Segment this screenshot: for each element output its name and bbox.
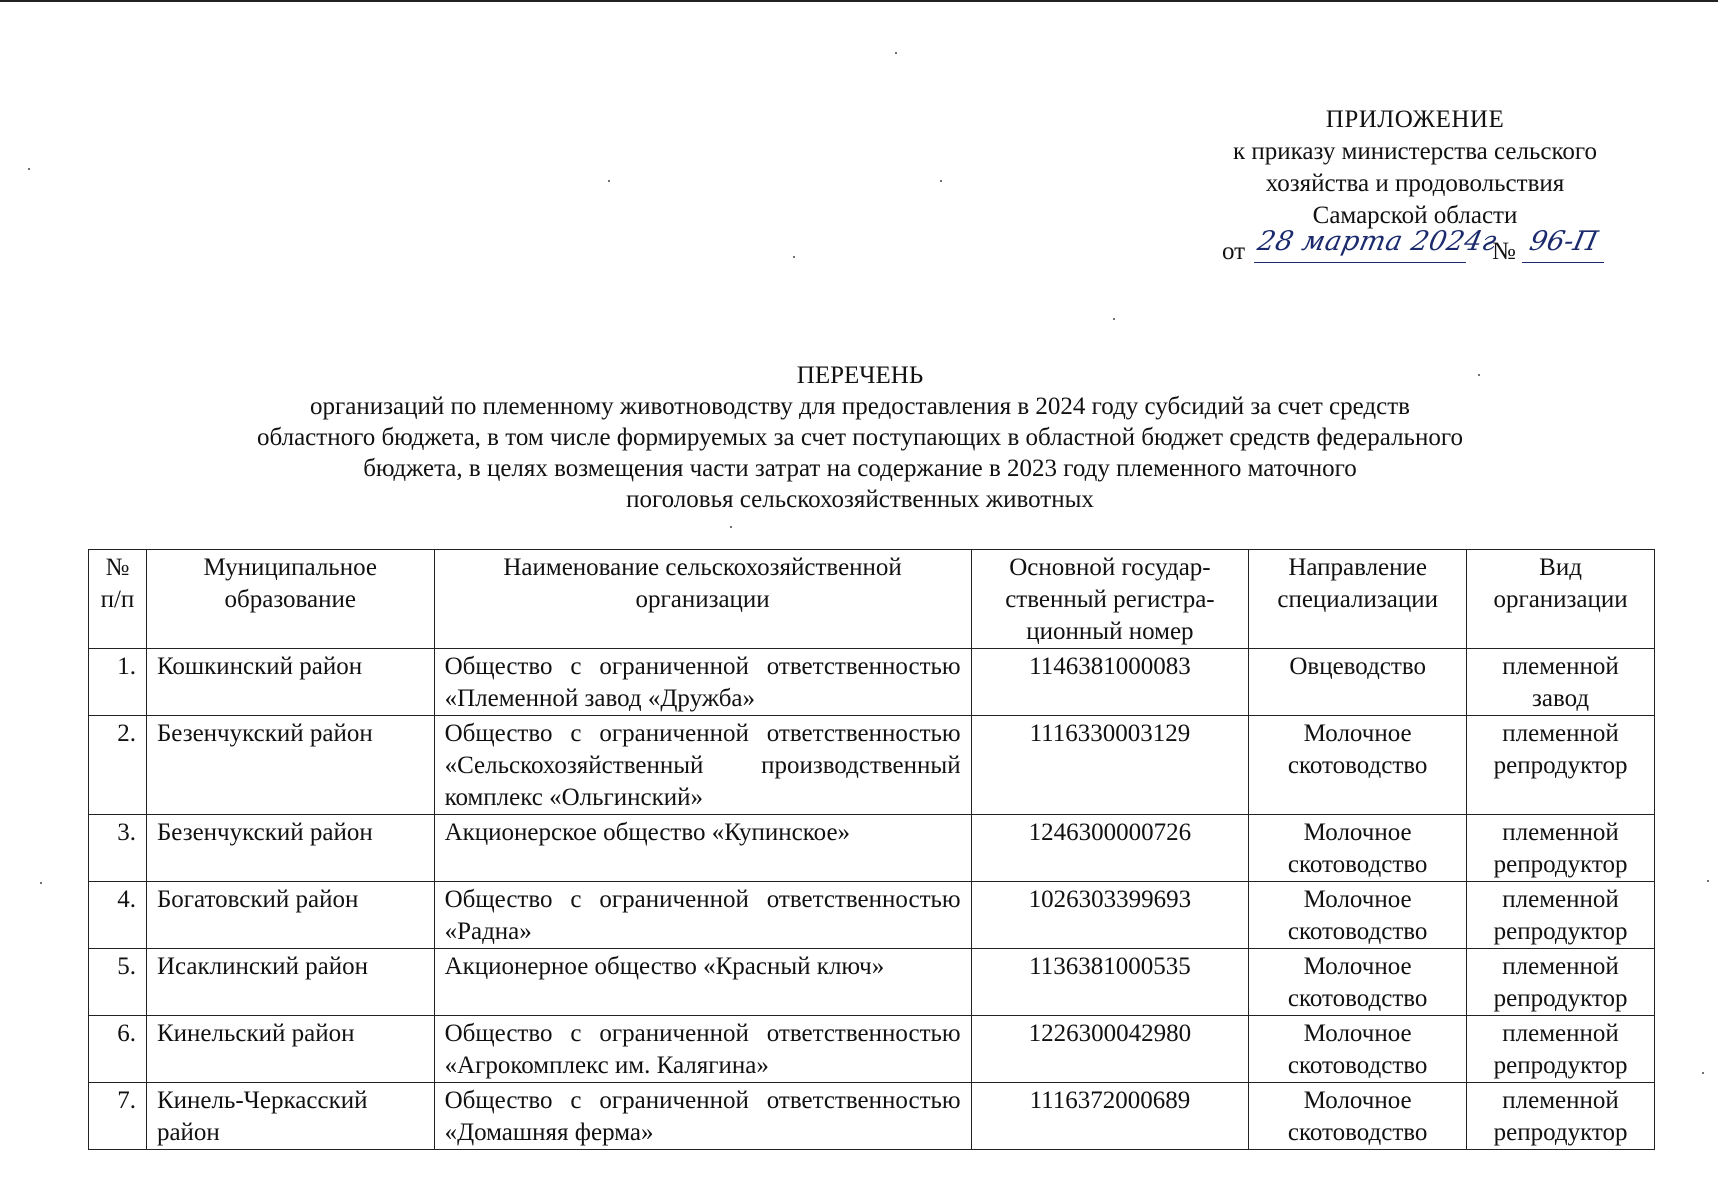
scan-speck: [793, 256, 795, 258]
scan-speck: [1702, 1072, 1704, 1074]
row-ogrn: 1116330003129: [971, 716, 1249, 815]
appendix-title: ПРИЛОЖЕНИЕ: [1325, 106, 1505, 133]
row-type: племенной репродуктор: [1467, 882, 1655, 949]
table-row: [89, 1016, 1655, 1083]
row-ogrn: 1226300042980: [971, 1016, 1249, 1083]
table-row: [89, 949, 1655, 1016]
table-row: [89, 716, 1655, 815]
row-municipality: Кинель-Черкасский район: [146, 1083, 434, 1150]
row-municipality: Исаклинский район: [146, 949, 434, 1016]
table-header-row: [89, 550, 1655, 649]
table-row: [89, 1083, 1655, 1150]
scan-speck: [1478, 374, 1480, 376]
header-type: Вид организации: [1467, 550, 1655, 649]
scan-speck: [1113, 318, 1115, 320]
row-specialization: Молочное скотоводство: [1249, 1083, 1467, 1150]
row-organization: Общество с ограниченной ответственностью «Сельскохозяйственный производственный комплекс «Ольгинский»: [434, 716, 971, 815]
appendix-line-2: хозяйства и продовольствия: [1265, 170, 1565, 197]
row-municipality: Безенчукский район: [146, 815, 434, 882]
row-specialization: Молочное скотоводство: [1249, 949, 1467, 1016]
row-specialization: Молочное скотоводство: [1249, 716, 1467, 815]
appendix-line-1: к приказу министерства сельского: [1232, 138, 1597, 165]
row-organization: Акционерское общество «Купинское»: [434, 815, 971, 882]
row-ogrn: 1146381000083: [971, 649, 1249, 716]
number-underline: [1522, 262, 1604, 263]
row-type: племенной репродуктор: [1467, 1083, 1655, 1150]
scan-speck: [608, 180, 610, 182]
row-organization: Общество с ограниченной ответственностью «Агрокомплекс им. Калягина»: [434, 1016, 971, 1083]
heading-line-1: организаций по племенному животноводству для предоставления в 2024 году субсидий за счет средств: [310, 393, 1410, 420]
table-row: [89, 815, 1655, 882]
row-ogrn: 1246300000726: [971, 815, 1249, 882]
row-organization: Общество с ограниченной ответственностью «Домашняя ферма»: [434, 1083, 971, 1150]
scan-speck: [1707, 880, 1709, 882]
order-prefix: от: [1222, 238, 1246, 265]
number-label: №: [1492, 238, 1516, 265]
row-num: 1.: [89, 649, 147, 716]
scan-speck: [895, 52, 897, 54]
row-specialization: Молочное скотоводство: [1249, 815, 1467, 882]
row-ogrn: 1136381000535: [971, 949, 1249, 1016]
row-specialization: Овцеводство: [1249, 649, 1467, 716]
header-municipality: Муниципальное образование: [146, 550, 434, 649]
row-num: 7.: [89, 1083, 147, 1150]
row-organization: Общество с ограниченной ответственностью «Радна»: [434, 882, 971, 949]
handwritten-date: 28 марта 2024г: [1254, 226, 1500, 257]
table-row: [89, 649, 1655, 716]
heading-line-3: бюджета, в целях возмещения части затрат на содержание в 2023 году племенного маточного: [363, 455, 1357, 482]
row-type: племенной репродуктор: [1467, 716, 1655, 815]
row-type: племенной репродуктор: [1467, 815, 1655, 882]
row-specialization: Молочное скотоводство: [1249, 1016, 1467, 1083]
row-municipality: Безенчукский район: [146, 716, 434, 815]
header-organization: Наименование сельскохозяйственной организации: [434, 550, 971, 649]
order-date-number-line: [1180, 226, 1650, 272]
row-municipality: Кошкинский район: [146, 649, 434, 716]
table-row: [89, 882, 1655, 949]
scan-speck: [40, 882, 42, 884]
organizations-table: [88, 549, 1655, 1150]
header-num: № п/п: [89, 550, 147, 649]
heading-title: ПЕРЕЧЕНЬ: [796, 362, 924, 389]
appendix-block: [1180, 104, 1650, 272]
row-municipality: Кинельский район: [146, 1016, 434, 1083]
row-num: 2.: [89, 716, 147, 815]
row-ogrn: 1026303399693: [971, 882, 1249, 949]
top-border-line: [0, 0, 1718, 2]
row-ogrn: 1116372000689: [971, 1083, 1249, 1150]
row-type: племенной репродуктор: [1467, 1016, 1655, 1083]
scan-speck: [730, 526, 732, 528]
header-ogrn: Основной государ-ственный регистра-ционный номер: [971, 550, 1249, 649]
row-num: 3.: [89, 815, 147, 882]
heading-line-4: поголовья сельскохозяйственных животных: [626, 486, 1094, 513]
row-organization: Общество с ограниченной ответственностью «Племенной завод «Дружба»: [434, 649, 971, 716]
handwritten-number: 96-П: [1526, 226, 1601, 257]
row-organization: Акционерное общество «Красный ключ»: [434, 949, 971, 1016]
scan-speck: [940, 180, 942, 182]
heading-line-2: областного бюджета, в том числе формируемых за счет поступающих в областной бюджет средств федерального: [257, 424, 1463, 451]
row-type: племенной репродуктор: [1467, 949, 1655, 1016]
date-underline: [1254, 262, 1466, 263]
row-municipality: Богатовский район: [146, 882, 434, 949]
document-heading: [150, 360, 1570, 515]
row-num: 6.: [89, 1016, 147, 1083]
row-num: 4.: [89, 882, 147, 949]
row-type: племенной завод: [1467, 649, 1655, 716]
scan-speck: [28, 168, 30, 170]
header-specialization: Направление специализации: [1249, 550, 1467, 649]
appendix-line-3: Самарской области: [1312, 202, 1518, 229]
row-num: 5.: [89, 949, 147, 1016]
row-specialization: Молочное скотоводство: [1249, 882, 1467, 949]
